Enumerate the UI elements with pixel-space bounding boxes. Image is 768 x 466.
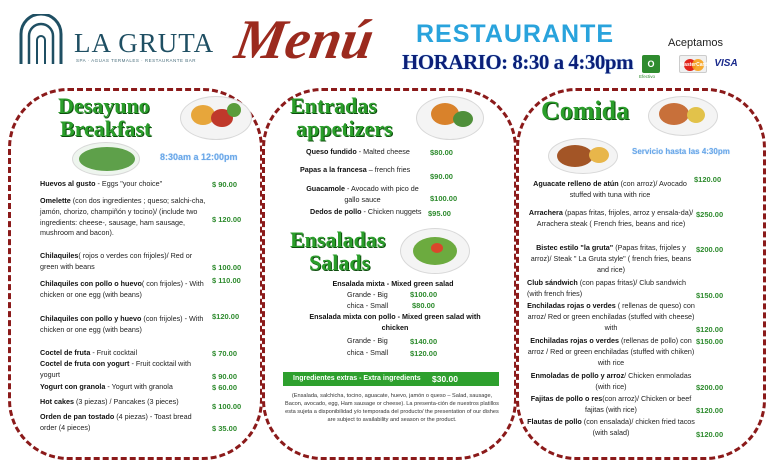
item-name: Bistec estilo "la gruta" xyxy=(536,243,614,252)
oxxo-card-text: O xyxy=(647,59,655,69)
item-price: $ 100.00 xyxy=(212,402,242,411)
appetizer-item xyxy=(300,184,425,206)
item-desc: ( rojos o verdes con frijoles)/ Red or green with beans xyxy=(40,251,193,271)
breakfast-item xyxy=(40,348,208,359)
appetizer-item xyxy=(310,207,428,218)
item-price: $200.00 xyxy=(696,245,724,254)
salad-size-price: $100.00 xyxy=(410,290,438,299)
item-price: $100.00 xyxy=(430,194,458,203)
item-desc: (4 piezas) - Toast bread order (4 pieces) xyxy=(40,412,192,432)
item-name: Chilaquiles con pollo o huevo xyxy=(40,279,142,288)
item-desc: ( con frijoles) - With chicken or one egg (with beans) xyxy=(40,279,204,299)
item-price: $250.00 xyxy=(696,210,724,219)
item-desc: - Malted cheese xyxy=(356,147,410,156)
item-desc: - Fruit cocktail with yogurt xyxy=(40,359,191,379)
salad-size-price: $120.00 xyxy=(410,349,438,358)
oxxo-card-caption: Efectivo xyxy=(639,74,656,79)
dish-guacamole-icon xyxy=(453,111,473,127)
salad-size-label: chica - Small xyxy=(347,301,389,310)
item-price: $ 60.00 xyxy=(212,383,238,392)
item-name: Dedos de pollo xyxy=(310,207,362,216)
item-name: Chilaquiles xyxy=(40,251,79,260)
item-price: $ 90.00 xyxy=(212,372,238,381)
item-name: Hot cakes xyxy=(40,397,74,406)
logo-tagline: SPA · AGUAS TERMALES · RESTAURANTE BAR xyxy=(76,58,197,63)
item-desc: (con papas fritas)/ Club sandwich (with french fries) xyxy=(527,278,686,298)
salad-dish-image xyxy=(400,228,470,274)
salad-size-label: Grande - Big xyxy=(347,336,388,345)
item-price: $120.00 xyxy=(696,430,724,439)
mastercard-text: MasterCard xyxy=(680,62,708,68)
item-desc: (con ensalada)/ chicken fried tacos (with salad) xyxy=(581,417,695,437)
item-name: Arrachera xyxy=(528,208,563,217)
item-desc: (con arroz)/ Chicken or beef fajitas (with rice) xyxy=(585,394,692,414)
dish-steak-icon xyxy=(659,103,689,125)
breakfast-title-es: Desayuno xyxy=(58,93,150,118)
item-name: Coctel de fruta xyxy=(40,348,91,357)
salad-size-label: chica - Small xyxy=(347,348,389,357)
dish-tomato-icon xyxy=(431,243,443,253)
meal-item xyxy=(527,371,695,393)
item-desc: (con dos ingredientes ; queso; salchi-cha, jamón, chorizo, champiñón y tocino)/ (include two ingredients: cheese-, sausage, ham sausage, mushroom and bacon). xyxy=(40,196,206,238)
item-desc: (con arroz)/ Avocado stuffed with tuna with rice xyxy=(569,179,687,199)
dish-rice-icon xyxy=(687,107,705,123)
payment-accept-label: Aceptamos xyxy=(668,37,724,49)
item-desc: - Avocado with pico de gallo sauce xyxy=(344,184,419,204)
restaurant-title: RESTAURANTE xyxy=(416,20,615,48)
item-desc: (papas fritas, frijoles, arroz y ensala-da)/ Arrachera steak ( French fries, beans and rice) xyxy=(536,208,694,228)
item-name: Huevos al gusto xyxy=(40,179,96,188)
item-price: $150.00 xyxy=(696,291,724,300)
salad-size-price: $140.00 xyxy=(410,337,438,346)
item-price: $200.00 xyxy=(696,383,724,392)
breakfast-item xyxy=(40,382,208,393)
item-desc: (con frijoles) - With chicken or one egg (with beans) xyxy=(40,314,204,334)
item-desc: – french fries xyxy=(366,165,411,174)
item-desc: - Yogurt with granola xyxy=(105,382,173,391)
breakfast-item xyxy=(40,179,205,190)
meal-item xyxy=(527,394,695,416)
item-price: $120.00 xyxy=(696,325,724,334)
meals-dish-image-2 xyxy=(548,138,618,174)
item-desc: - Fruit cocktail xyxy=(90,348,138,357)
appetizers-dish-image xyxy=(416,96,484,140)
dish-herb-icon xyxy=(227,103,241,117)
logo-name: LA GRUTA xyxy=(74,28,215,58)
opening-hours: HORARIO: 8:30 a 4:30pm xyxy=(402,50,634,74)
appetizers-title-es: Entradas xyxy=(290,93,377,118)
menu-title: Menú xyxy=(230,9,379,71)
item-price: $ 120.00 xyxy=(212,215,242,224)
item-desc: (rellenas de pollo) con arroz / Red or green enchiladas (stuffed with chiken) with rice xyxy=(527,336,695,367)
item-price: $80.00 xyxy=(430,148,453,157)
la-gruta-logo-icon xyxy=(18,14,64,64)
salad-group-title xyxy=(293,279,493,290)
breakfast-item xyxy=(40,196,210,239)
salad-size-price: $80.00 xyxy=(412,301,435,310)
item-name: Club sándwich xyxy=(527,278,578,287)
item-price: $120.00 xyxy=(212,312,240,321)
item-price: $120.00 xyxy=(696,406,724,415)
salad-group-title xyxy=(300,312,490,334)
breakfast-item xyxy=(40,279,208,301)
meal-item xyxy=(526,179,694,201)
breakfast-item xyxy=(40,397,208,408)
item-name: Aguacate relleno de atún xyxy=(533,179,619,188)
item-name: Enchiladas rojas o verdes xyxy=(527,301,616,310)
breakfast-item xyxy=(40,359,208,381)
salad-group-name: Ensalada mixta - Mixed green salad xyxy=(332,279,454,288)
item-price: $90.00 xyxy=(430,172,453,181)
meal-item xyxy=(527,243,695,275)
item-price: $150.00 xyxy=(696,337,724,346)
item-name: Enchiladas rojas o verdes xyxy=(530,336,619,345)
breakfast-item xyxy=(40,314,208,336)
meal-item xyxy=(527,208,695,230)
item-name: Orden de pan tostado xyxy=(40,412,115,421)
meal-item xyxy=(527,336,695,368)
meal-item xyxy=(527,278,695,300)
item-price: $ 90.00 xyxy=(212,180,238,189)
meals-title: Comida xyxy=(541,96,630,125)
item-name: Enmoladas de pollo y arroz xyxy=(530,371,625,380)
item-desc: (3 piezas) / Pancakes (3 pieces) xyxy=(73,397,179,406)
item-price: $ 100.00 xyxy=(212,263,242,272)
mastercard-icon xyxy=(679,55,707,73)
dish-fries-icon xyxy=(589,147,609,163)
item-price: $ 110.00 xyxy=(212,276,241,285)
item-name: Queso fundido xyxy=(306,147,357,156)
salad-size-label: Grande - Big xyxy=(347,290,388,299)
salads-title-es: Ensaladas xyxy=(290,227,386,252)
chilaquiles-dish-image xyxy=(72,142,140,176)
item-price: $ 35.00 xyxy=(212,424,238,433)
meal-item xyxy=(527,417,695,439)
dish-meat-icon xyxy=(557,145,593,167)
item-desc: - Chicken nuggets xyxy=(361,207,422,216)
meals-hours: Servicio hasta las 4:30pm xyxy=(632,147,730,156)
breakfast-title-en: Breakfast xyxy=(60,116,152,141)
dish-green-sauce-icon xyxy=(79,147,135,171)
breakfast-dish-image xyxy=(180,96,252,140)
breakfast-item xyxy=(40,412,208,434)
item-name: Flautas de pollo xyxy=(527,417,582,426)
item-desc: / Chicken enmoladas (with rice) xyxy=(595,371,692,391)
item-price: $ 70.00 xyxy=(212,349,238,358)
item-name: Guacamole xyxy=(306,184,345,193)
meals-dish-image-1 xyxy=(648,96,718,136)
extra-ingredients-banner xyxy=(283,372,499,386)
breakfast-item xyxy=(40,251,210,273)
oxxo-card-icon xyxy=(642,55,660,73)
extras-price: $30.00 xyxy=(432,374,458,384)
item-price: $95.00 xyxy=(428,209,451,218)
item-desc: ( rellenas de queso) con arroz/ Red or green enchiladas (stuffed with cheese) with xyxy=(527,301,695,332)
item-name: Fajitas de pollo o res xyxy=(530,394,603,403)
item-name: Omelette xyxy=(40,196,71,205)
visa-card-icon xyxy=(712,55,740,73)
item-name: Coctel de fruta con yogurt xyxy=(40,359,130,368)
salad-group-name: Ensalada mixta con pollo - Mixed green salad with chicken xyxy=(309,312,481,332)
appetizers-title-en: appetizers xyxy=(296,116,393,141)
breakfast-hours: 8:30am a 12:00pm xyxy=(160,152,238,162)
extras-label: Ingredientes extras - Extra ingredients xyxy=(293,375,421,382)
salads-title-en: Salads xyxy=(309,250,371,275)
item-name: Papas a la francesa xyxy=(300,165,367,174)
item-desc: - Eggs "your choice" xyxy=(95,179,163,188)
item-name: Chilaquiles con pollo y huevo xyxy=(40,314,142,323)
item-price: $120.00 xyxy=(694,175,722,184)
item-name: Yogurt con granola xyxy=(40,382,106,391)
appetizer-item xyxy=(300,165,428,176)
meal-item xyxy=(527,301,695,333)
appetizer-item xyxy=(306,147,424,158)
item-desc: (Papas fritas, frijoles y arroz)/ Steak " La Gruta style" ( french fries, beans and rice) xyxy=(530,243,692,274)
fine-print: (Ensalada, salchicha, tocino, aguacate, huevo, jamón o queso – Salad, sausage, Bacon, avocado, egg, Ham sausage or cheese). La presenta-ción de nuestros platillos esta sujeta a disponibilidad y/o temporada del producto/ the presentation of our dishes are subject to availability and season or the product. xyxy=(285,393,499,424)
visa-card-text: VISA xyxy=(714,58,738,69)
